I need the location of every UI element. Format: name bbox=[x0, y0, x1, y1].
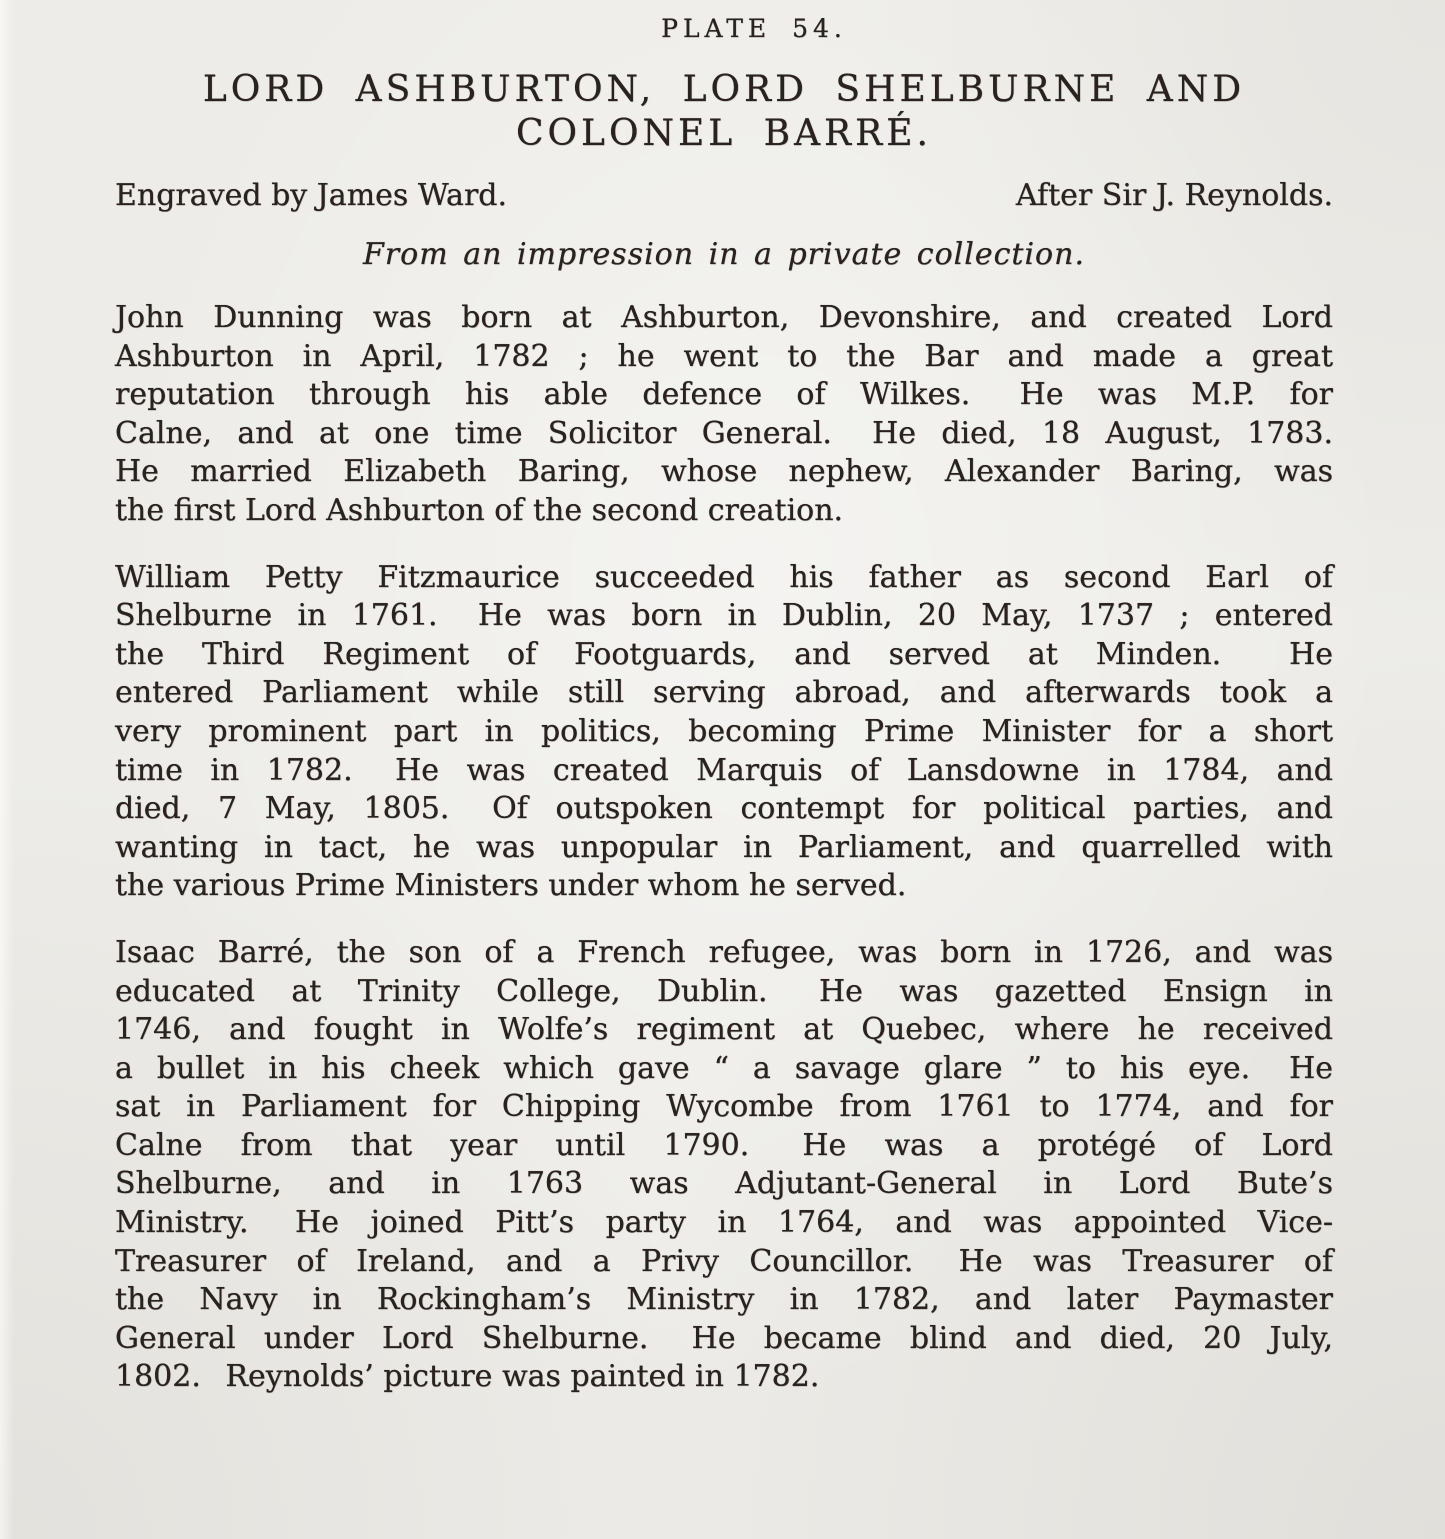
text-line: the first Lord Ashburton of the second creation. bbox=[115, 492, 844, 528]
text-line: Shelburne in 1761. He was born in Dublin, 20 May, 1737 ; entered bbox=[115, 598, 1333, 634]
text-line: reputation through his able defence of Wilkes. He was M.P. for bbox=[115, 377, 1333, 413]
title-line-2: COLONEL BARRÉ. bbox=[516, 113, 932, 154]
artist-credit: After Sir J. Reynolds. bbox=[1015, 178, 1333, 213]
text-line: He married Elizabeth Baring, whose nephew, Alexander Baring, was bbox=[115, 454, 1333, 490]
paragraph-shelburne bbox=[115, 559, 1333, 906]
text-line: a bullet in his cheek which gave “ a savage glare ” to his eye. He bbox=[115, 1050, 1333, 1086]
paragraph-dunning bbox=[115, 299, 1333, 531]
text-line: educated at Trinity College, Dublin. He was gazetted Ensign in bbox=[115, 973, 1333, 1009]
text-line: Ministry. He joined Pitt’s party in 1764, and was appointed Vice- bbox=[115, 1205, 1333, 1241]
text-line: sat in Parliament for Chipping Wycombe from 1761 to 1774, and for bbox=[115, 1089, 1333, 1125]
page-title bbox=[115, 68, 1333, 156]
text-line: the Third Regiment of Footguards, and served at Minden. He bbox=[115, 636, 1333, 672]
engraver-credit: Engraved by James Ward. bbox=[115, 178, 508, 213]
byline-row bbox=[115, 177, 1333, 215]
text-line: General under Lord Shelburne. He became blind and died, 20 July, bbox=[115, 1320, 1333, 1356]
text-line: entered Parliament while still serving abroad, and afterwards took a bbox=[115, 675, 1333, 711]
text-line: Ashburton in April, 1782 ; he went to the Bar and made a great bbox=[115, 338, 1333, 374]
text-line: John Dunning was born at Ashburton, Devonshire, and created Lord bbox=[115, 300, 1333, 335]
text-line: Shelburne, and in 1763 was Adjutant-General in Lord Bute’s bbox=[115, 1166, 1333, 1202]
provenance-note: From an impression in a private collection. bbox=[363, 237, 1085, 272]
text-line: William Petty Fitzmaurice succeeded his father as second Earl of bbox=[115, 559, 1333, 595]
text-line: very prominent part in politics, becoming Prime Minister for a short bbox=[115, 713, 1333, 749]
text-line: Calne, and at one time Solicitor General. He died, 18 August, 1783. bbox=[115, 415, 1333, 451]
body-text bbox=[115, 299, 1333, 1397]
text-line: 1802. Reynolds’ picture was painted in 1782. bbox=[115, 1359, 820, 1395]
text-line: the Navy in Rockingham’s Ministry in 1782, and later Paymaster bbox=[115, 1282, 1333, 1318]
text-line: died, 7 May, 1805. Of outspoken contempt for political parties, and bbox=[115, 791, 1333, 827]
text-line: Treasurer of Ireland, and a Privy Councillor. He was Treasurer of bbox=[115, 1243, 1333, 1279]
text-line: Calne from that year until 1790. He was a protégé of Lord bbox=[115, 1127, 1333, 1163]
text-line: time in 1782. He was created Marquis of Lansdowne in 1784, and bbox=[115, 752, 1333, 788]
text-line: wanting in tact, he was unpopular in Parliament, and quarrelled with bbox=[115, 829, 1333, 865]
text-line: 1746, and fought in Wolfe’s regiment at Quebec, where he received bbox=[115, 1012, 1333, 1048]
title-line-1: LORD ASHBURTON, LORD SHELBURNE AND bbox=[202, 69, 1246, 110]
text-line: Isaac Barré, the son of a French refugee, was born in 1726, and was bbox=[115, 934, 1333, 970]
plate-number: PLATE 54. bbox=[661, 14, 847, 43]
text-line: the various Prime Ministers under whom he served. bbox=[115, 868, 907, 904]
paragraph-barre bbox=[115, 934, 1333, 1397]
